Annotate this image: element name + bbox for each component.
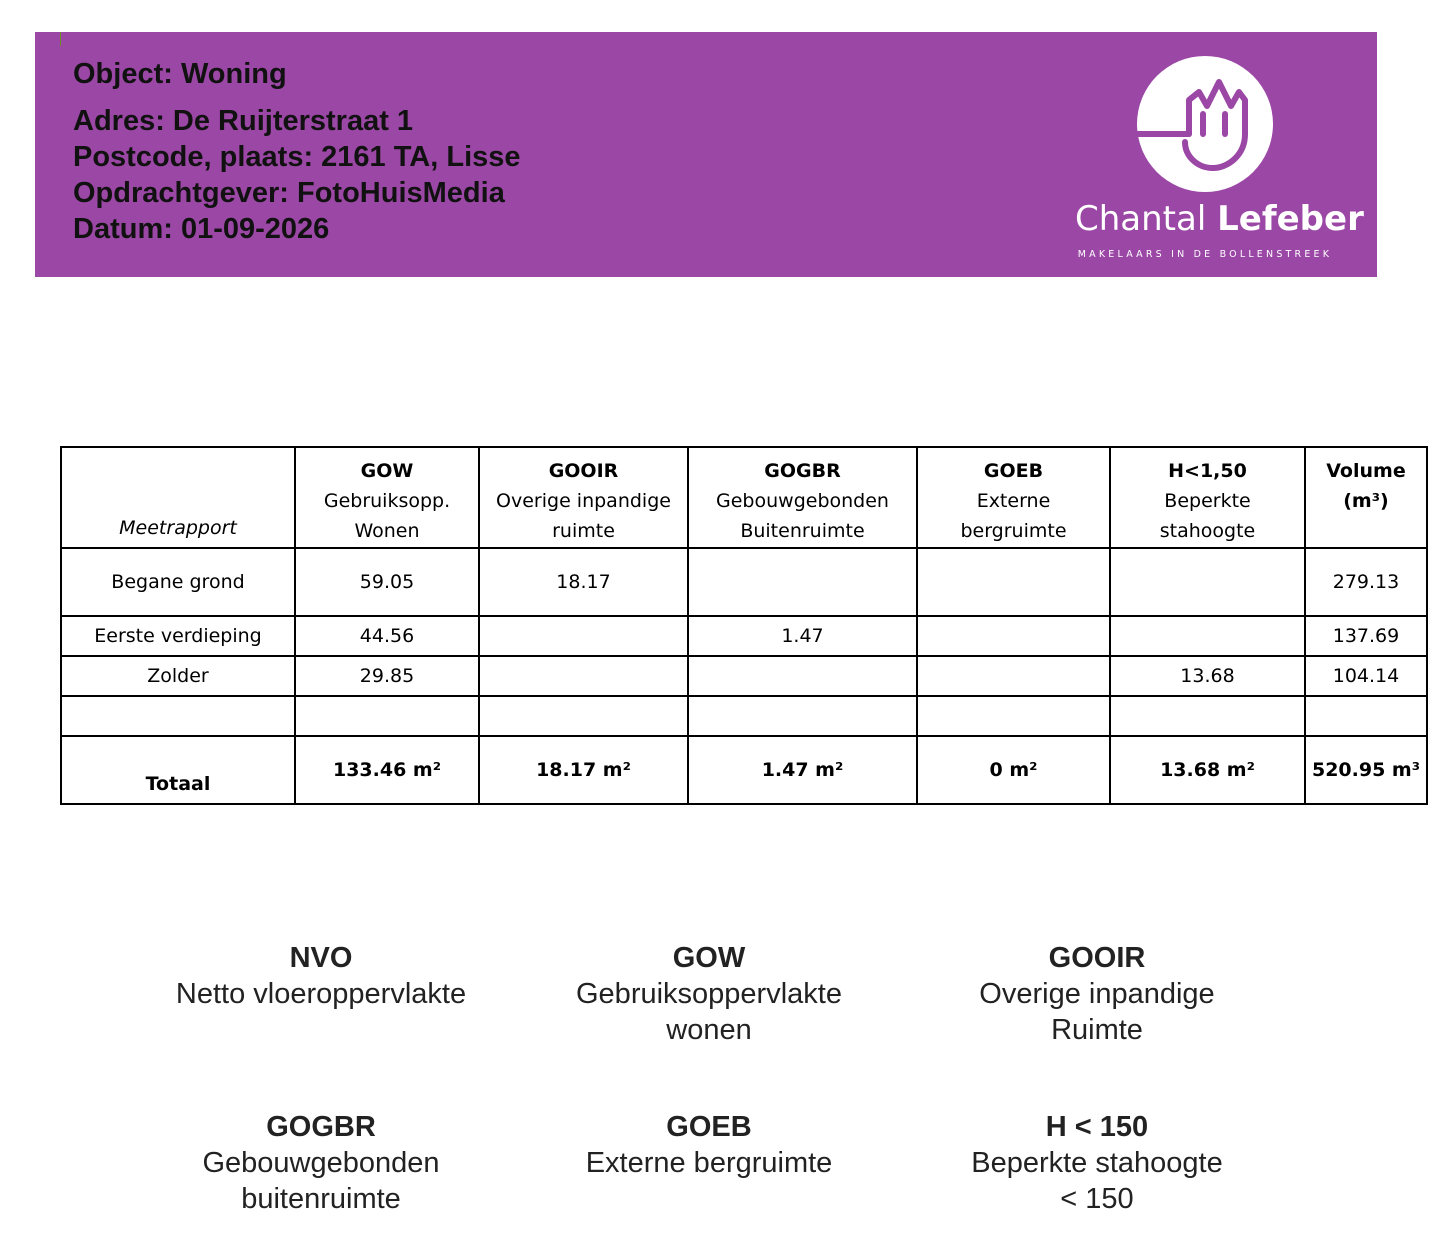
- column-desc: Gebouwgebonden: [716, 490, 889, 512]
- column-desc: Beperkte: [1164, 490, 1251, 512]
- legend-abbr: NVO: [289, 942, 353, 974]
- column-desc: ruimte: [552, 520, 615, 542]
- table-cell: 59.05: [295, 548, 479, 616]
- report-header: [35, 32, 1377, 277]
- legend-desc: Externe bergruimte: [585, 1147, 833, 1179]
- table-cell: 1.47: [688, 616, 917, 656]
- table-cell: [917, 656, 1110, 696]
- legend-item-nvo: [121, 940, 521, 1012]
- table-cell: [479, 656, 688, 696]
- column-code: GOGBR: [764, 460, 841, 482]
- table-cell: [295, 696, 479, 736]
- row-label: Zolder: [61, 656, 295, 696]
- column-code: Volume: [1326, 460, 1406, 482]
- column-desc: bergruimte: [960, 520, 1067, 542]
- table-cell: 13.68: [1110, 656, 1305, 696]
- table-cell: [917, 696, 1110, 736]
- column-header-gooir: [479, 447, 688, 548]
- legend-desc: wonen: [666, 1014, 752, 1046]
- column-desc: Buitenruimte: [740, 520, 865, 542]
- company-logo: [1075, 54, 1364, 264]
- column-code: H<1,50: [1168, 460, 1247, 482]
- total-label: Totaal: [61, 736, 295, 804]
- legend-abbr: GOW: [672, 942, 746, 974]
- table-cell: [688, 656, 917, 696]
- table-cell: 279.13: [1305, 548, 1427, 616]
- column-header-gow: [295, 447, 479, 548]
- table-row: [61, 616, 1427, 656]
- object-line: Object: Woning: [73, 58, 287, 90]
- table-cell: 29.85: [295, 656, 479, 696]
- legend-abbr: H < 150: [1045, 1111, 1149, 1143]
- legend-item-gow: [509, 940, 909, 1048]
- total-cell: 13.68 m²: [1110, 736, 1305, 804]
- column-desc: stahoogte: [1159, 520, 1256, 542]
- table-cell: 18.17: [479, 548, 688, 616]
- table-cell: [1305, 696, 1427, 736]
- table-cell: 44.56: [295, 616, 479, 656]
- column-header-gogbr: [688, 447, 917, 548]
- legend-abbr: GOOIR: [1048, 942, 1146, 974]
- measurement-table: [60, 446, 1428, 805]
- tulip-house-logo-icon: [1137, 56, 1273, 192]
- total-cell: 133.46 m²: [295, 736, 479, 804]
- total-row: [61, 736, 1427, 804]
- column-header-volume: [1305, 447, 1427, 548]
- total-cell: 1.47 m²: [688, 736, 917, 804]
- table-cell: [917, 548, 1110, 616]
- legend-desc: Netto vloeroppervlakte: [175, 978, 467, 1010]
- table-cell: [688, 548, 917, 616]
- logo-tagline: MAKELAARS IN DE BOLLENSTREEK: [1077, 249, 1333, 260]
- logo-name-first: Chantal: [1075, 199, 1218, 239]
- column-desc: Gebruiksopp.: [323, 490, 451, 512]
- total-cell: 18.17 m²: [479, 736, 688, 804]
- column-code: GOOIR: [548, 460, 619, 482]
- table-row: [61, 548, 1427, 616]
- table-header-row: [61, 447, 1427, 548]
- column-header-h150: [1110, 447, 1305, 548]
- legend-item-h150: [897, 1109, 1297, 1217]
- logo-name-last: Lefeber: [1217, 199, 1364, 239]
- table-cell: [479, 616, 688, 656]
- date-line: Datum: 01-09-2026: [73, 213, 330, 245]
- table-cell: [1110, 616, 1305, 656]
- table-cell: 104.14: [1305, 656, 1427, 696]
- table-cell: [1110, 548, 1305, 616]
- column-desc: Wonen: [354, 520, 420, 542]
- row-label: Eerste verdieping: [61, 616, 295, 656]
- row-label: Begane grond: [61, 548, 295, 616]
- legend-desc: Overige inpandige: [979, 978, 1215, 1010]
- legend-abbr: GOEB: [666, 1111, 752, 1143]
- header-info: [73, 56, 521, 247]
- legend-desc: buitenruimte: [241, 1183, 401, 1215]
- column-code: GOEB: [983, 460, 1044, 482]
- table-row: [61, 656, 1427, 696]
- total-cell: 0 m²: [917, 736, 1110, 804]
- table-cell: [479, 696, 688, 736]
- column-desc: Overige inpandige: [496, 490, 671, 512]
- client-line: Opdrachtgever: FotoHuisMedia: [73, 177, 505, 209]
- postcode-line: Postcode, plaats: 2161 TA, Lisse: [73, 141, 521, 173]
- text-cursor: [60, 32, 61, 46]
- table-row-empty: [61, 696, 1427, 736]
- column-header-goeb: [917, 447, 1110, 548]
- table-cell: 137.69: [1305, 616, 1427, 656]
- legend-item-goeb: [509, 1109, 909, 1181]
- address-line: Adres: De Ruijterstraat 1: [73, 105, 414, 137]
- legend-desc: Ruimte: [1051, 1014, 1143, 1046]
- table-cell: [917, 616, 1110, 656]
- legend-desc: Gebouwgebonden: [202, 1147, 440, 1179]
- row-label: [61, 696, 295, 736]
- logo-name: [1075, 199, 1364, 239]
- column-unit: (m³): [1343, 490, 1389, 512]
- column-desc: Externe: [976, 490, 1051, 512]
- legend-desc: Gebruiksoppervlakte: [576, 978, 842, 1010]
- legend-abbr: GOGBR: [266, 1111, 376, 1143]
- column-code: GOW: [360, 460, 414, 482]
- table-cell: [1110, 696, 1305, 736]
- table-cell: [688, 696, 917, 736]
- legend-desc: < 150: [1060, 1183, 1134, 1215]
- legend-item-gooir: [897, 940, 1297, 1048]
- corner-label: Meetrapport: [61, 447, 295, 548]
- total-cell: 520.95 m³: [1305, 736, 1427, 804]
- legend-desc: Beperkte stahoogte: [971, 1147, 1223, 1179]
- legend-item-gogbr: [121, 1109, 521, 1217]
